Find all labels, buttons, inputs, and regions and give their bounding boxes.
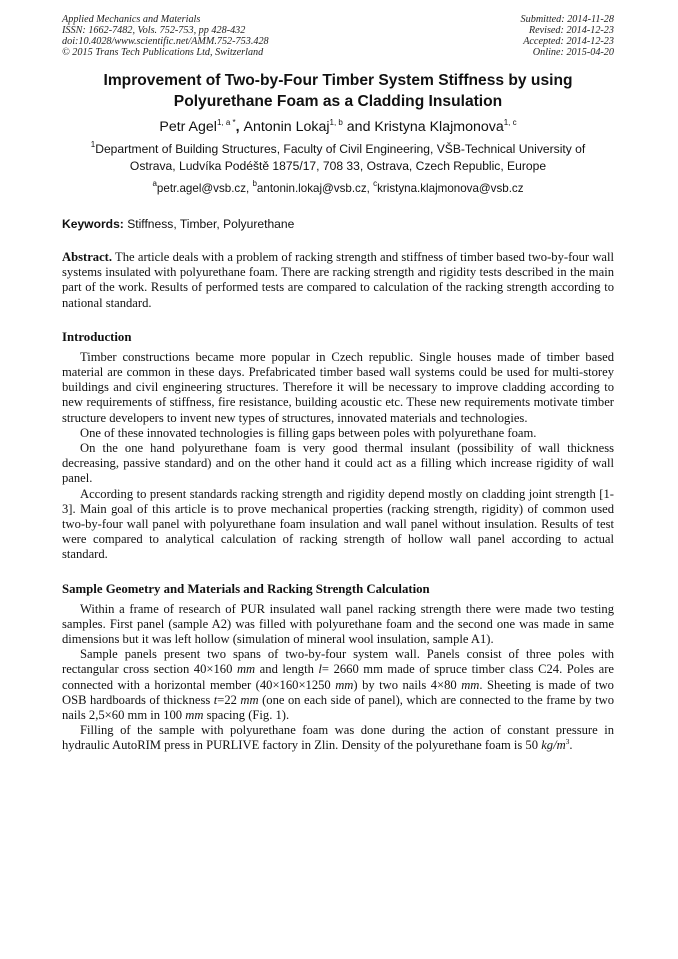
email-a-sup: a (152, 179, 157, 188)
affiliation-line-2: Ostrava, Ludvíka Podéště 1875/17, 708 33, Ostrava, Czech Republic, Europe (129, 159, 547, 173)
p2-unit-5: mm (185, 708, 204, 723)
author-1-affil: 1, a * (216, 118, 236, 127)
author-list (62, 118, 614, 137)
keywords-label: Keywords: (62, 217, 124, 231)
abstract (62, 250, 614, 311)
title-line-1: Improvement of Two-by-Four Timber System Stiffness by using (103, 72, 573, 89)
intro-paragraph-1: Timber constructions became more popular in Czech republic. Single houses made of timber based material are common in these days. Prefabricated timber based wall systems could be used for multi-storey buildings and civil engineering structures. Therefore it will be necessary to improve cladding according to new requirements of stiffness, fire resistance, building acoustic etc. These new requirements motivate timber structure developers to invent new types of structures, innovated materials and technologies. (62, 349, 614, 425)
date-accepted: Accepted: 2014-12-23 (523, 36, 614, 47)
section-2-heading: Sample Geometry and Materials and Racking Strength Calculation (62, 581, 430, 596)
author-3: Kristyna Klajmonova (374, 119, 504, 135)
affiliation-sup: 1 (90, 140, 96, 149)
intro-paragraph-2: One of these innovated technologies is filling gaps between poles with polyurethane foam. (80, 425, 537, 440)
journal-issn: ISSN: 1662-7482, Vols. 752-753, pp 428-432 (62, 25, 246, 36)
p3-unit-exponent: 3 (565, 737, 570, 747)
author-3-affil: 1, c (503, 118, 517, 127)
p3-end: . (569, 738, 573, 753)
affiliation (62, 141, 614, 175)
abstract-label: Abstract. (62, 250, 113, 264)
author-1: Petr Agel (159, 119, 217, 135)
submission-dates (521, 14, 614, 58)
journal-header (62, 14, 614, 58)
journal-info (62, 14, 269, 58)
p3-text-1: Filling of the sample with polyurethane foam was done during the action of constant pressure in hydraulic AutoRIM press in PURLIVE factory in Zlin. Density of the polyurethane foam is 50 (62, 723, 614, 753)
keywords (62, 216, 614, 232)
author-and: and (342, 119, 375, 135)
paper-title (62, 70, 614, 112)
section-2-paragraph-1: Within a frame of research of PUR insulated wall panel racking strength there were made two testing samples. First panel (sample A2) was filled with polyurethane foam and the second one was made in same dimensions but it was left hollow (simulation of mineral wool insulation, sample A1). (62, 601, 614, 647)
p2-unit-4: mm (240, 692, 259, 707)
p2-text-2: and length (255, 662, 319, 677)
p2-text-1: Sample panels present two spans of two-by-four system wall. Panels consist of three poles with rectangular cross section 40×160 (62, 647, 614, 677)
title-line-2: Polyurethane Foam as a Cladding Insulation (173, 93, 503, 110)
author-2: Antonin Lokaj (243, 119, 330, 135)
affiliation-text-1: Department of Building Structures, Faculty of Civil Engineering, VŠB-Technical University of (95, 142, 586, 156)
intro-paragraph-3: On the one hand polyurethane foam is very good thermal insulant (possibility of wall thickness decreasing, passive standard) and on the other hand it could act as a filling which increase rigidity of wall panel. (62, 441, 614, 486)
section-2-paragraph-2 (62, 647, 614, 723)
paper-page (62, 14, 614, 754)
date-online: Online: 2015-04-20 (532, 47, 614, 58)
email-b-sup: b (252, 179, 257, 188)
p2-unit-1: mm (236, 662, 256, 677)
email-a[interactable]: petr.agel@vsb.cz, (156, 182, 253, 195)
author-separator: , (235, 119, 244, 135)
author-2-affil: 1, b (329, 118, 343, 127)
email-c[interactable]: kristyna.klajmonova@vsb.cz (377, 182, 524, 195)
p2-unit-2: mm (335, 677, 354, 692)
p2-text-7: (one on each side of panel), which are connected to the frame by two nails 2,5×60 mm in 100 (62, 692, 614, 723)
keywords-text: Stiffness, Timber, Polyurethane (123, 217, 295, 231)
email-list (62, 181, 614, 196)
p2-text-4: ) by two nails 4×80 (353, 677, 462, 692)
date-submitted: Submitted: 2014-11-28 (520, 14, 614, 25)
journal-doi: doi:10.4028/www.scientific.net/AMM.752-753.428 (62, 36, 269, 47)
p2-text-8: spacing (Fig. 1). (203, 708, 290, 723)
email-b[interactable]: antonin.lokaj@vsb.cz, (256, 182, 374, 195)
affiliation-line-1 (62, 141, 614, 158)
p2-text-6: =22 (217, 692, 241, 707)
p2-var-thickness: t (213, 692, 218, 707)
p2-unit-3: mm (461, 677, 480, 692)
p2-var-length: l (318, 662, 322, 677)
abstract-text: The article deals with a problem of racking strength and stiffness of timber based two-by-four wall systems insulated with polyurethane foam. There are racking strength and rigidity tests described in the main part of the work. Results of performed tests are compared to calculation of the racking strength according to national standard. (62, 250, 614, 310)
intro-paragraph-4: According to present standards racking strength and rigidity depend mostly on cladding joint strength [1-3]. Main goal of this article is to prove mechanical properties (racking strength, rigidity) of common used two-by-four wall panel with polyurethane foam insulation and wall panel without insulation. Results of test were compared to analytical calculation of racking strength of hollow wall panel according to actual standard. (62, 486, 614, 562)
p3-unit: kg/m (541, 738, 566, 753)
section-2-paragraph-3 (62, 723, 614, 753)
journal-name: Applied Mechanics and Materials (62, 14, 201, 25)
email-c-sup: c (373, 179, 378, 188)
date-revised: Revised: 2014-12-23 (528, 25, 614, 36)
introduction-heading: Introduction (62, 329, 132, 344)
journal-copyright: © 2015 Trans Tech Publications Ltd, Switzerland (62, 47, 264, 58)
p2-text-5: . Sheeting is made of two OSB hardboards of thickness (62, 677, 614, 707)
p2-text-3: = 2660 mm made of spruce timber class C24. Poles are connected with a horizontal member (40×160×1250 (62, 662, 614, 692)
